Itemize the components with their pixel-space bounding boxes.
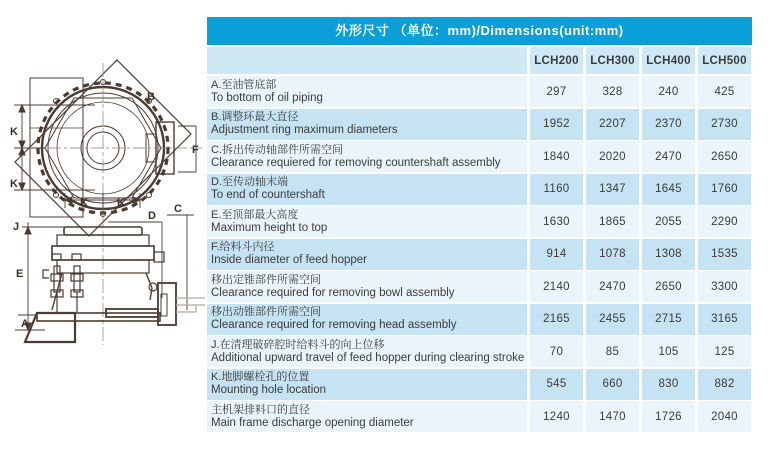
value-lch500: 2290 [698, 206, 751, 237]
row-label-zh: B.调整环最大直径 [211, 111, 299, 123]
table-row [207, 304, 752, 335]
table-row [207, 336, 752, 367]
row-label-en: Maximum height to top [211, 221, 328, 234]
row-label-en: Adjustment ring maximum diameters [211, 124, 398, 136]
technical-drawing [0, 38, 210, 458]
value-lch300: 2470 [586, 271, 639, 302]
value-lch300: 1078 [586, 239, 639, 270]
value-lch400: 2650 [642, 271, 695, 302]
value-lch200: 297 [530, 76, 583, 107]
column-header-lch400: LCH400 [642, 47, 695, 74]
row-label-zh: E.至顶部最大高度 [211, 208, 299, 221]
table-title: 外形尺寸 （单位：mm)/Dimensions(unit:mm) [207, 17, 752, 45]
table-body [207, 76, 752, 432]
dim-label-k-bottom-left: K [80, 197, 88, 209]
value-lch400: 105 [642, 336, 695, 367]
dim-label-a: A [21, 318, 29, 330]
value-lch500: 2650 [698, 141, 751, 172]
table-row [207, 174, 752, 205]
table-row [207, 369, 752, 400]
crusher-outline-drawing [0, 38, 210, 458]
value-lch400: 2055 [642, 206, 695, 237]
column-header-lch200: LCH200 [530, 47, 583, 74]
value-lch400: 830 [642, 369, 695, 400]
value-lch300: 1470 [586, 401, 639, 432]
value-lch200: 1240 [530, 401, 583, 432]
value-lch200: 1160 [530, 174, 583, 205]
value-lch500: 3300 [698, 271, 751, 302]
table-row [207, 141, 752, 172]
value-lch300: 2455 [586, 304, 639, 335]
row-label-en: Main frame discharge opening diameter [211, 416, 414, 429]
dim-label-f: F [192, 144, 199, 156]
row-label-cell [207, 141, 527, 172]
value-lch500: 2040 [698, 401, 751, 432]
row-label-zh: 移出动锥部件所需空间 [211, 306, 321, 318]
table-row [207, 206, 752, 237]
value-lch400: 240 [642, 76, 695, 107]
row-label-en: Additional upward travel of feed hopper during clearing stroke [211, 351, 525, 364]
row-label-cell [207, 206, 527, 237]
dim-label-b: B [147, 91, 155, 103]
row-label-cell [207, 304, 527, 335]
value-lch500: 2730 [698, 109, 751, 140]
row-label-en: Mounting hole location [211, 384, 327, 396]
value-lch500: 1535 [698, 239, 751, 270]
value-lch400: 2715 [642, 304, 695, 335]
row-label-cell [207, 336, 527, 367]
value-lch300: 660 [586, 369, 639, 400]
header-empty-cell [207, 47, 527, 74]
row-label-cell [207, 76, 527, 107]
value-lch400: 1308 [642, 239, 695, 270]
row-label-zh: A.至油管底部 [211, 78, 277, 91]
value-lch400: 1645 [642, 174, 695, 205]
value-lch300: 2020 [586, 141, 639, 172]
value-lch500: 882 [698, 369, 751, 400]
column-header-lch300: LCH300 [586, 47, 639, 74]
row-label-zh: F.给料斗内径 [211, 241, 275, 253]
value-lch200: 1952 [530, 109, 583, 140]
dim-label-j: J [13, 221, 20, 233]
table-row [207, 271, 752, 302]
value-lch200: 1840 [530, 141, 583, 172]
row-label-cell [207, 369, 527, 400]
value-lch200: 70 [530, 336, 583, 367]
row-label-cell [207, 174, 527, 205]
value-lch400: 1726 [642, 401, 695, 432]
side-view-drawing [15, 215, 205, 342]
column-header-lch500: LCH500 [698, 47, 751, 74]
row-label-zh: D.至传动轴末端 [211, 176, 288, 188]
value-lch300: 328 [586, 76, 639, 107]
dim-label-d: D [148, 210, 156, 222]
row-label-en: To end of countershaft [211, 189, 325, 201]
row-label-zh: 移出定锥部件所需空间 [211, 273, 321, 286]
row-label-zh: J.在清理破碎腔时给料斗的向上位移 [211, 338, 385, 351]
row-label-en: Clearance required for removing bowl assembly [211, 286, 455, 299]
row-label-en: Clearance requiered for removing countershaft assembly [211, 156, 501, 169]
row-label-cell [207, 271, 527, 302]
row-label-zh: C.拆出传动轴部件所需空间 [211, 143, 343, 156]
dim-label-k-left-top: K [10, 126, 18, 138]
value-lch300: 2207 [586, 109, 639, 140]
row-label-zh: K.地脚螺栓孔的位置 [211, 371, 310, 383]
value-lch500: 1760 [698, 174, 751, 205]
row-label-cell [207, 239, 527, 270]
value-lch300: 85 [586, 336, 639, 367]
dim-label-e: E [16, 268, 24, 280]
value-lch200: 1630 [530, 206, 583, 237]
row-label-cell [207, 109, 527, 140]
dim-label-k-bottom-right: K [117, 197, 125, 209]
row-label-zh: 主机架排料口的直径 [211, 403, 310, 416]
dim-label-k-left-bottom: K [10, 178, 18, 190]
value-lch400: 2470 [642, 141, 695, 172]
table-header-row [207, 47, 752, 74]
table-row [207, 76, 752, 107]
dim-label-c: C [174, 203, 182, 215]
table-row [207, 109, 752, 140]
value-lch500: 125 [698, 336, 751, 367]
value-lch200: 2140 [530, 271, 583, 302]
value-lch300: 1347 [586, 174, 639, 205]
dimensions-table [207, 17, 752, 434]
row-label-en: Inside diameter of feed hopper [211, 254, 367, 266]
value-lch400: 2370 [642, 109, 695, 140]
value-lch500: 3165 [698, 304, 751, 335]
value-lch500: 425 [698, 76, 751, 107]
value-lch200: 2165 [530, 304, 583, 335]
row-label-en: Clearance required for removing head assembly [211, 319, 457, 331]
table-row [207, 401, 752, 432]
value-lch200: 545 [530, 369, 583, 400]
value-lch300: 1865 [586, 206, 639, 237]
table-row [207, 239, 752, 270]
row-label-en: To bottom of oil piping [211, 91, 323, 104]
row-label-cell [207, 401, 527, 432]
value-lch200: 914 [530, 239, 583, 270]
